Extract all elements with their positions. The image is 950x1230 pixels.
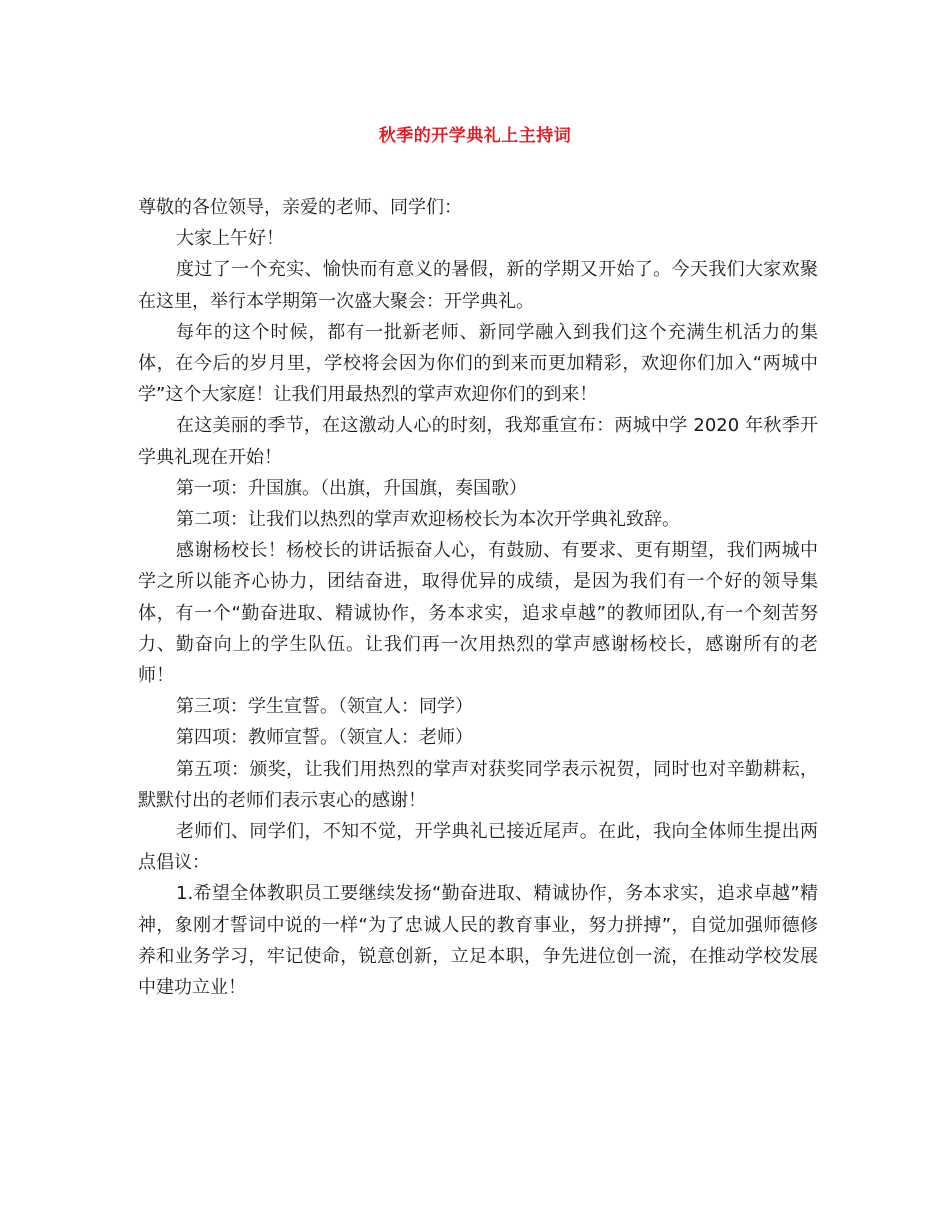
greeting: 大家上午好！ <box>176 228 284 250</box>
paragraph: 在这美丽的季节，在这激动人心的时刻，我郑重宣布：两城中学 2020 年秋季开学典礼现在开始！ <box>138 415 818 468</box>
paragraph: 每年的这个时候，都有一批新老师、新同学融入到我们这个充满生机活力的集体，在今后的岁月里，学校将会因为你们的到来而更加精彩，欢迎你们加入“两城中学”这个大家庭！让我们用最热烈的掌声欢迎你们的到来！ <box>138 321 818 406</box>
paragraph: 老师们、同学们，不知不觉，开学典礼已接近尾声。在此，我向全体师生提出两点倡议： <box>138 821 818 874</box>
salutation: 尊敬的各位领导，亲爱的老师、同学们： <box>138 197 462 218</box>
paragraph: 感谢杨校长！杨校长的讲话振奋人心，有鼓励、有要求、更有期望，我们两城中学之所以能齐心协力，团结奋进，取得优异的成绩，是因为我们有一个好的领导集体，有一个“勤奋进取、精诚协作，务本求实，追求卓越”的教师团队,有一个刻苦努力、勤奋向上的学生队伍。让我们再一次用热烈的掌声感谢杨校长，感谢所有的老师！ <box>138 540 818 687</box>
document-body <box>138 192 818 1003</box>
agenda-item-5: 第五项：颁奖，让我们用热烈的掌声对获奖同学表示祝贺，同时也对辛勤耕耘，默默付出的老师们表示衷心的感谢！ <box>138 758 818 811</box>
document-title: 秋季的开学典礼上主持词 <box>378 126 572 146</box>
agenda-item-3: 第三项：学生宣誓。（领宣人：同学） <box>176 696 473 718</box>
proposal-item-1: 1.希望全体教职员工要继续发扬“勤奋进取、精诚协作，务本求实，追求卓越”精神，象刚才誓词中说的一样“为了忠诚人民的教育事业，努力拼搏”，自觉加强师德修养和业务学习，牢记使命，锐意创新，立足本职，争先进位创一流，在推动学校发展中建功立业！ <box>138 883 818 999</box>
agenda-item-4: 第四项：教师宣誓。（领宣人：老师） <box>176 727 473 749</box>
agenda-item-1: 第一项：升国旗。（出旗，升国旗，奏国歌） <box>176 477 527 499</box>
paragraph: 度过了一个充实、愉快而有意义的暑假，新的学期又开始了。今天我们大家欢聚在这里，举行本学期第一次盛大聚会：开学典礼。 <box>138 259 818 312</box>
agenda-item-2: 第二项：让我们以热烈的掌声欢迎杨校长为本次开学典礼致辞。 <box>176 509 680 531</box>
